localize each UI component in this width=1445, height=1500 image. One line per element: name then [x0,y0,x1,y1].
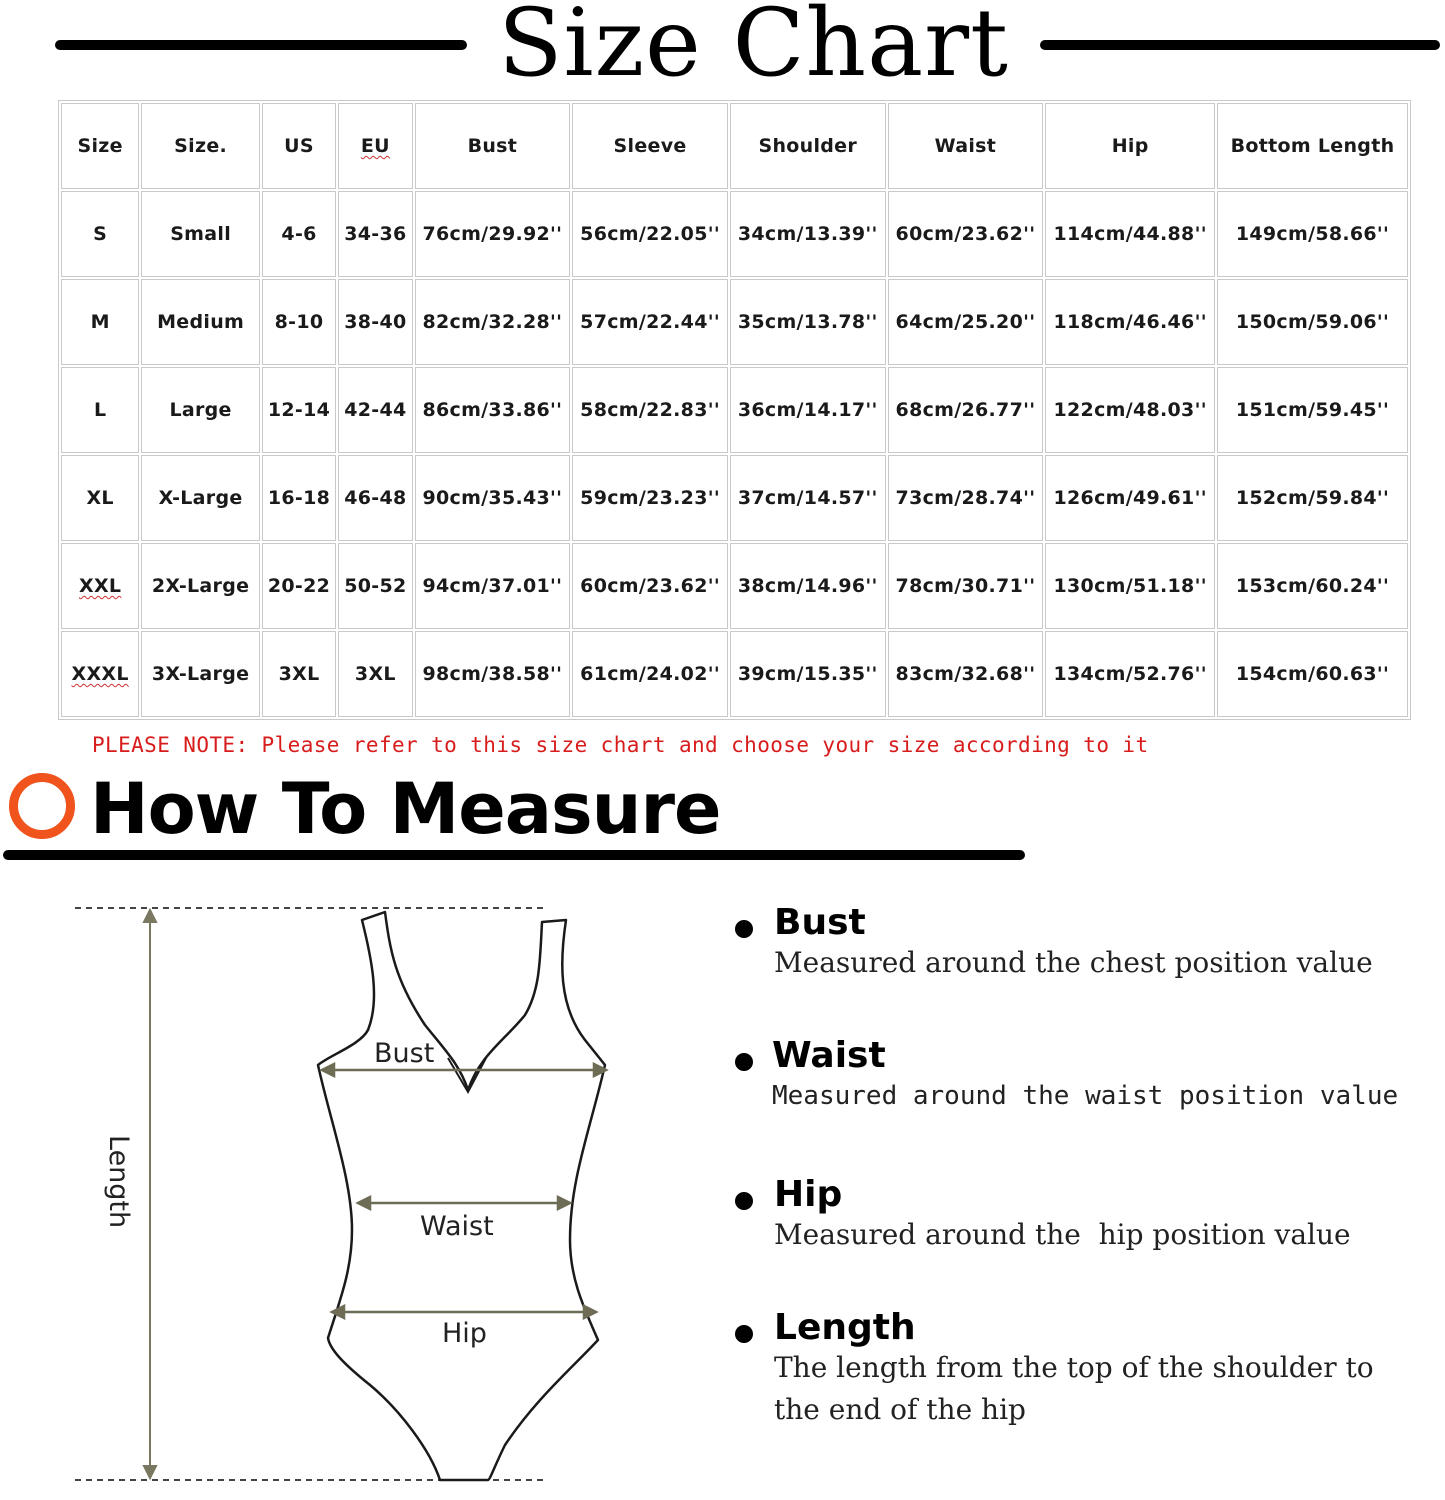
table-row [61,279,1408,365]
table-row [61,543,1408,629]
measure-item-text: Measured around the waist position value [772,1081,1399,1111]
measure-item-title: Length [774,1307,916,1348]
table-cell: 78cm/30.71'' [888,543,1044,629]
bust-label: Bust [374,1038,435,1069]
table-cell: 34-36 [338,191,412,277]
header-eu-label: EU [360,135,390,157]
circle-bullet-icon [9,773,75,839]
waist-arrow [358,1197,570,1209]
table-cell: XL [61,455,139,541]
table-cell: 8-10 [262,279,336,365]
table-cell: 76cm/29.92'' [415,191,571,277]
length-label: Length [103,1135,134,1229]
measure-item-text: Measured around the hip position value [774,1218,1351,1251]
table-cell: 35cm/13.78'' [730,279,886,365]
header-cell-size-name: Size. [141,103,260,189]
header-cell-bottom-length: Bottom Length [1217,103,1408,189]
table-cell: Small [141,191,260,277]
measure-item-length [730,1305,1430,1445]
bullet-icon [735,1053,753,1071]
table-cell: Large [141,367,260,453]
table-cell: 2X-Large [141,543,260,629]
page-title: Size Chart [498,0,1009,98]
table-cell: 12-14 [262,367,336,453]
table-cell: 34cm/13.39'' [730,191,886,277]
table-cell: 3XL [338,631,412,717]
measure-item-title: Waist [772,1035,886,1076]
length-arrow [144,910,156,1478]
table-cell: 61cm/24.02'' [572,631,728,717]
table-row [61,455,1408,541]
table-cell: 3X-Large [141,631,260,717]
table-cell: 154cm/60.63'' [1217,631,1408,717]
table-cell: S [61,191,139,277]
table-row [61,631,1408,717]
header-cell-eu [338,103,412,189]
table-cell: 37cm/14.57'' [730,455,886,541]
table-cell: 73cm/28.74'' [888,455,1044,541]
table-cell: 114cm/44.88'' [1045,191,1215,277]
table-cell: 68cm/26.77'' [888,367,1044,453]
bust-arrow [322,1064,606,1076]
measure-item-title: Hip [774,1174,843,1215]
table-cell: 60cm/23.62'' [888,191,1044,277]
bodysuit-outline [318,912,605,1480]
header-cell-hip: Hip [1045,103,1215,189]
table-cell: 46-48 [338,455,412,541]
table-cell: 4-6 [262,191,336,277]
measure-item-hip [730,1172,1430,1262]
table-cell: 38cm/14.96'' [730,543,886,629]
measure-item-text: Measured around the chest position value [774,946,1373,979]
table-cell: 59cm/23.23'' [572,455,728,541]
table-cell: 56cm/22.05'' [572,191,728,277]
hip-label: Hip [442,1318,487,1349]
table-cell: L [61,367,139,453]
table-row [61,367,1408,453]
table-cell: 151cm/59.45'' [1217,367,1408,453]
table-cell: 134cm/52.76'' [1045,631,1215,717]
measure-item-text: The length from the top of the shoulder to the end of the hip [774,1351,1374,1426]
table-cell: 20-22 [262,543,336,629]
table-cell: 60cm/23.62'' [572,543,728,629]
table-cell: 122cm/48.03'' [1045,367,1215,453]
table-cell: 42-44 [338,367,412,453]
how-to-measure-title: How To Measure [90,768,721,850]
header-cell-bust: Bust [415,103,571,189]
header-cell-sleeve: Sleeve [572,103,728,189]
table-cell: 150cm/59.06'' [1217,279,1408,365]
bullet-icon [735,1325,753,1343]
header-cell-shoulder: Shoulder [730,103,886,189]
table-cell: 3XL [262,631,336,717]
measure-item-waist [730,1033,1430,1123]
table-cell: 57cm/22.44'' [572,279,728,365]
bullet-icon [735,1192,753,1210]
table-cell: 90cm/35.43'' [415,455,571,541]
title-rule-left [55,40,467,50]
table-cell: 36cm/14.17'' [730,367,886,453]
measure-item-bust [730,900,1430,990]
table-cell: 149cm/58.66'' [1217,191,1408,277]
table-cell: 64cm/25.20'' [888,279,1044,365]
header-cell-waist: Waist [888,103,1044,189]
hip-arrow [332,1306,596,1318]
header-cell-us: US [262,103,336,189]
table-cell: 50-52 [338,543,412,629]
size-code-xxxl: XXXL [71,663,129,685]
table-cell: Medium [141,279,260,365]
table-cell [61,631,139,717]
table-cell: 153cm/60.24'' [1217,543,1408,629]
table-cell: 152cm/59.84'' [1217,455,1408,541]
table-cell: 118cm/46.46'' [1045,279,1215,365]
table-cell: 126cm/49.61'' [1045,455,1215,541]
table-cell: 94cm/37.01'' [415,543,571,629]
table-header-row [61,103,1408,189]
size-code-xxl: XXL [79,575,122,597]
size-chart-table [58,100,1411,720]
bodysuit-diagram [0,880,700,1500]
table-cell: 38-40 [338,279,412,365]
title-rule-right [1040,40,1440,50]
table-cell: 130cm/51.18'' [1045,543,1215,629]
table-cell [61,543,139,629]
table-cell: 98cm/38.58'' [415,631,571,717]
bullet-icon [735,920,753,938]
waist-label: Waist [420,1211,494,1242]
title-section [0,0,1445,96]
measure-item-title: Bust [774,902,866,943]
how-to-measure-rule [3,850,1025,860]
table-cell: 83cm/32.68'' [888,631,1044,717]
table-cell: 16-18 [262,455,336,541]
table-cell: 86cm/33.86'' [415,367,571,453]
table-cell: X-Large [141,455,260,541]
table-cell: 82cm/32.28'' [415,279,571,365]
table-cell: M [61,279,139,365]
table-cell: 39cm/15.35'' [730,631,886,717]
table-cell: 58cm/22.83'' [572,367,728,453]
table-row [61,191,1408,277]
size-note: PLEASE NOTE: Please refer to this size chart and choose your size according to it [92,733,1149,757]
header-cell-size: Size [61,103,139,189]
